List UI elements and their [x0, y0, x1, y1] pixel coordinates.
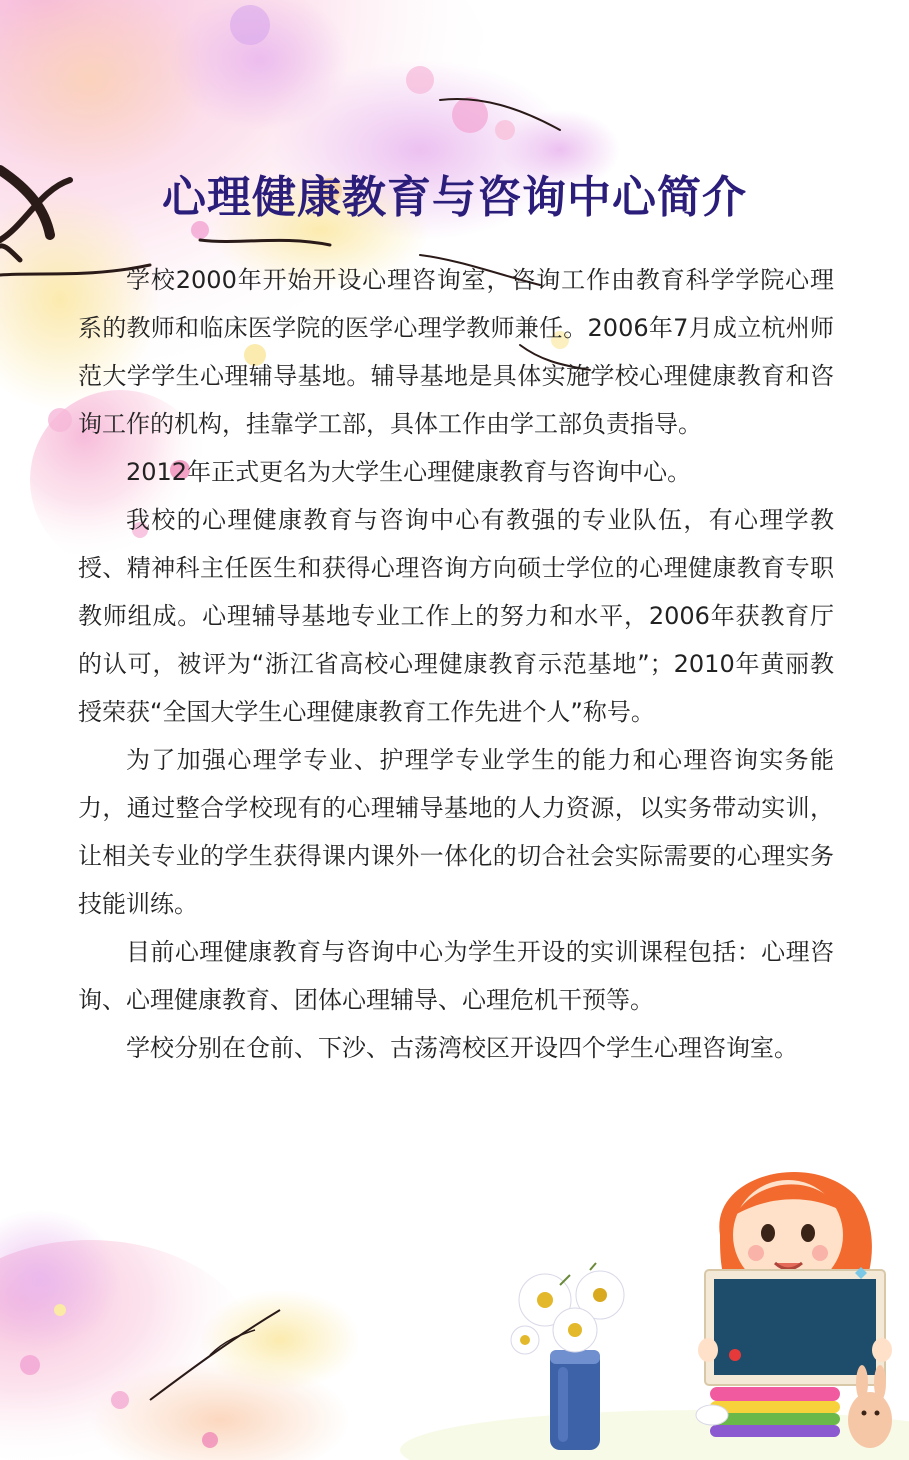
intro-body	[78, 256, 834, 1072]
paragraph-training: 为了加强心理学专业、护理学专业学生的能力和心理咨询实务能力，通过整合学校现有的心理辅导基地的人力资源，以实务带动实训，让相关专业的学生获得课内课外一体化的切合社会实际需要的心理实务技能训练。	[78, 746, 834, 918]
vase	[550, 1350, 600, 1450]
paragraph-courses: 目前心理健康教育与咨询中心为学生开设的实训课程包括：心理咨询、心理健康教育、团体心理辅导、心理危机干预等。	[78, 938, 834, 1014]
blossom-spray-bottom	[0, 1210, 360, 1460]
page-title: 心理健康教育与咨询中心简介	[162, 172, 747, 223]
paragraph-rooms: 学校分别在仓前、下沙、古荡湾校区开设四个学生心理咨询室。	[126, 1034, 798, 1062]
daisies	[511, 1263, 624, 1354]
daisy-vase-illustration	[500, 1255, 650, 1455]
girl-legs	[696, 1387, 840, 1437]
girl-with-blackboard-illustration	[690, 1155, 900, 1455]
blackboard	[705, 1267, 885, 1385]
paragraph-rename: 2012年正式更名为大学生心理健康教育与咨询中心。	[126, 458, 692, 486]
paragraph-history: 学校2000年开始开设心理咨询室，咨询工作由教育科学学院心理系的教师和临床医学院的医学心理学教师兼任。2006年7月成立杭州师范大学学生心理辅导基地。辅导基地是具体实施学校心理健康教育和咨询工作的机构，挂靠学工部，具体工作由学工部负责指导。	[78, 266, 834, 438]
paragraph-team: 我校的心理健康教育与咨询中心有教强的专业队伍，有心理学教授、精神科主任医生和获得心理咨询方向硕士学位的心理健康教育专职教师组成。心理辅导基地专业工作上的努力和水平，2006年获教育厅的认可，被评为“浙江省高校心理健康教育示范基地”；2010年黄丽教授荣获“全国大学生心理健康教育工作先进个人”称号。	[78, 506, 834, 726]
